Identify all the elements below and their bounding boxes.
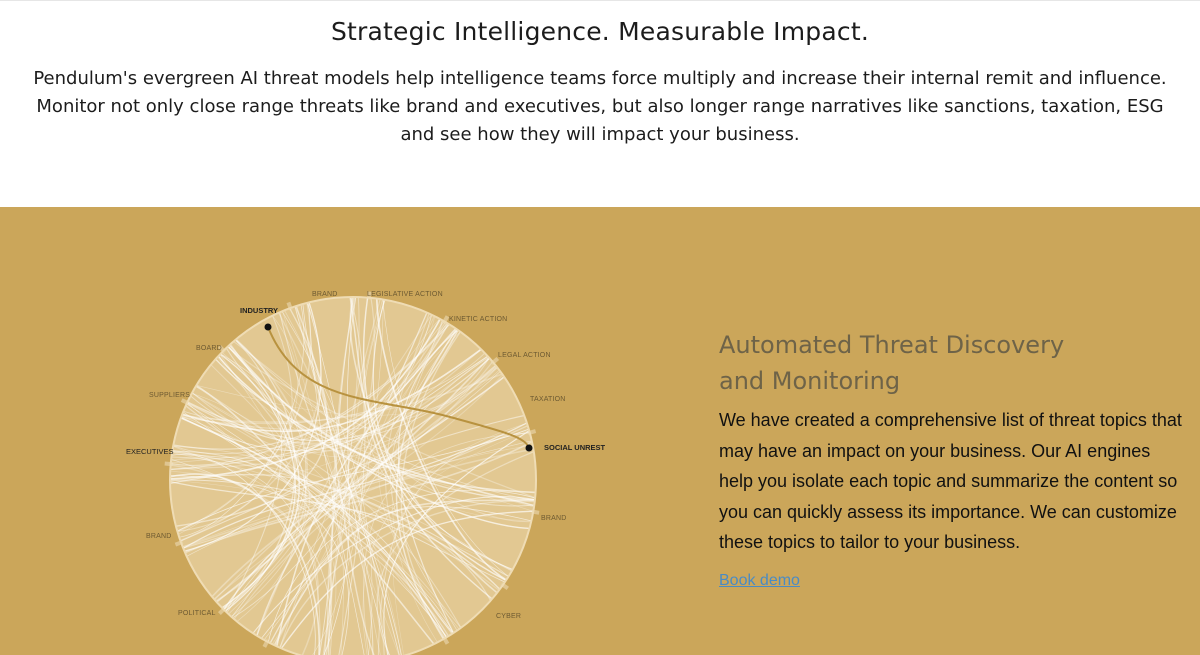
feature-title xyxy=(719,327,1189,399)
label-kinetic-action: KINETIC ACTION xyxy=(449,316,508,323)
book-demo-link[interactable]: Book demo xyxy=(719,571,800,589)
hero-section xyxy=(0,0,1200,207)
hero-headline: Strategic Intelligence. Measurable Impact. xyxy=(330,17,869,46)
feature-body: We have created a comprehensive list of threat topics that may have an impact on your business. Our AI engines help you isolate each topic and summarize the content so you can quickly assess its importance. We can customize these topics to tailor to your business. xyxy=(719,410,1182,552)
label-legislative-action: LEGISLATIVE ACTION xyxy=(367,291,443,298)
label-brand-right: BRAND xyxy=(541,515,567,522)
hero-intro: Pendulum's evergreen AI threat models help intelligence teams force multiply and increase their internal remit and influence. Monitor not only close range threats like brand and executives, but also longer range narratives like sanctions, taxation, ESG and see how they will impact your business. xyxy=(33,68,1167,145)
feature-title-line1: Automated Threat Discovery xyxy=(719,331,1065,359)
label-legal-action: LEGAL ACTION xyxy=(498,352,551,359)
label-social-unrest: SOCIAL UNREST xyxy=(544,443,606,452)
label-taxation: TAXATION xyxy=(530,396,566,403)
label-political: POLITICAL xyxy=(178,610,216,617)
label-board: BOARD xyxy=(196,345,222,352)
chord-svg xyxy=(0,207,700,655)
label-brand-left: BRAND xyxy=(146,533,172,540)
feature-title-line2: and Monitoring xyxy=(719,367,901,395)
node-industry[interactable] xyxy=(265,324,272,331)
feature-section xyxy=(0,207,1200,655)
threat-chord-diagram xyxy=(0,207,700,655)
feature-text-block xyxy=(719,327,1189,590)
label-industry: INDUSTRY xyxy=(240,306,279,315)
node-social-unrest[interactable] xyxy=(526,445,533,452)
label-cyber: CYBER xyxy=(496,613,522,620)
label-executives: EXECUTIVES xyxy=(126,447,174,456)
label-brand-top: BRAND xyxy=(312,291,338,298)
label-suppliers: SUPPLIERS xyxy=(149,392,191,399)
